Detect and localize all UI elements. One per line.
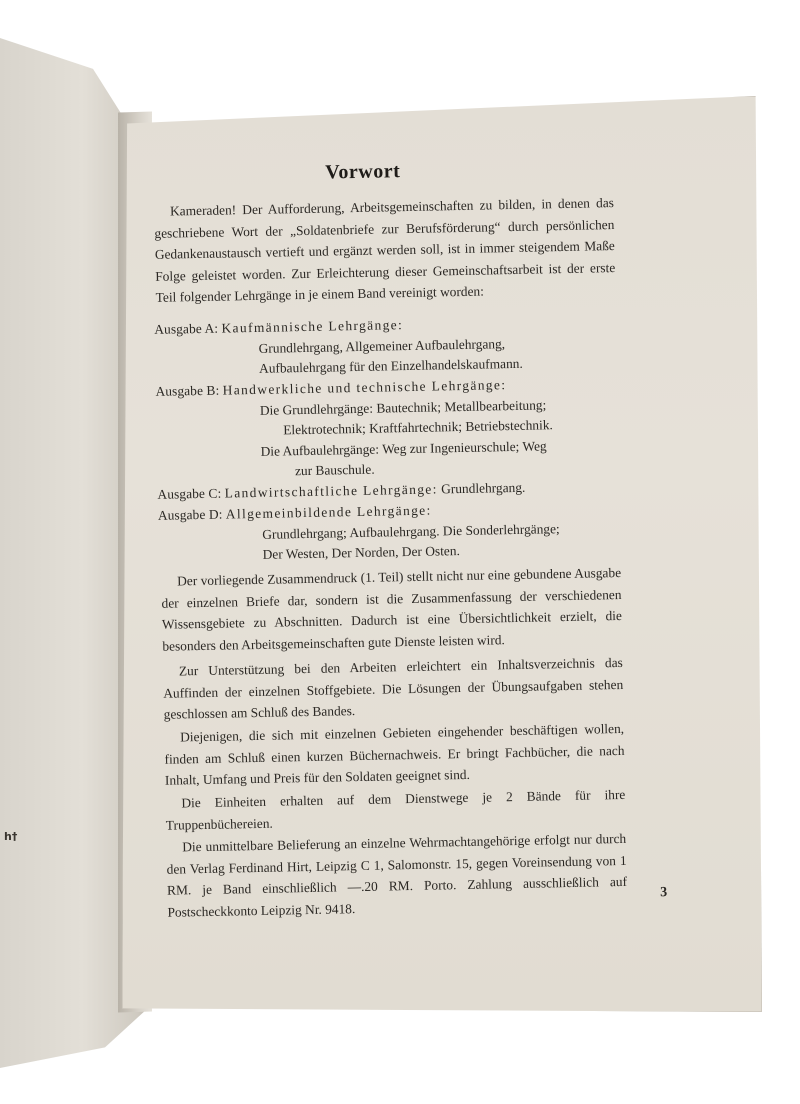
paragraph-inhaltsverzeichnis: Zur Unterstützung bei den Arbeiten erleichtert ein Inhaltsverzeichnis das Auffinden der einzelnen Stoffgebiete. Die Lösungen der Übungsaufgaben stehen geschlossen am Schluß des Bandes.	[163, 654, 624, 722]
edition-c-tail: Grundlehrgang.	[440, 479, 526, 497]
intro-paragraph: Kameraden! Der Aufforderung, Arbeitsgemeinschaften zu bilden, in denen das geschriebene Wort der „Soldatenbriefe zur Berufsförderung“ durch persönlichen Gedankenaustausch vertieft und ergänzt werden soll, ist in immer steigendem Maße Folge geleistet worden. Zur Erleichterung dieser Gemeinschaftsarbeit ist der erste Teil folgender Lehrgänge in je einem Band vereinigt worden:	[154, 195, 616, 306]
edition-d-line-1: Grundlehrgang; Aufbaulehrgang. Die Sonderlehrgänge;	[262, 521, 560, 542]
paragraph-zusammendruck: Der vorliegende Zusammendruck (1. Teil) stellt nicht nur eine gebundene Ausgabe der einzelnen Briefe dar, sondern ist die Zusammenfassung der verschiedenen Wissensgebiete zu Abschnitten. Dadurch ist eine Übersichtlichkeit erzielt, die besonders den Arbeitsgemeinschaften gute Dienste leisten wird.	[161, 564, 623, 654]
paragraph-belieferung: Die unmittelbare Belieferung an einzelne Wehrmachtangehörige erfolgt nur durch den Verlag Ferdinand Hirt, Leipzig C 1, Salomonstr. 15, gegen Voreinsendung von 1 RM. je Band einschließlich —.20 RM. Porto. Zahlung ausschließlich auf Postscheckkonto Leipzig Nr. 9418.	[166, 830, 628, 920]
edition-b-name: Handwerkliche und technische Lehrgänge:	[222, 377, 507, 398]
left-page-margin-mark: h†	[4, 830, 18, 843]
paragraph-buechernachweis: Diejenigen, die sich mit einzelnen Gebieten eingehender beschäftigen wollen, finden am Schluß einen kurzen Büchernachweis. Er bringt Fachbücher, die nach Inhalt, Umfang und Preis für den Soldaten geeignet sind.	[164, 720, 625, 788]
paragraph-einheiten: Die Einheiten erhalten auf dem Dienstwege je 2 Bände für ihre Truppenbüchereien.	[165, 786, 626, 833]
edition-c-label: Ausgabe C:	[157, 485, 222, 502]
edition-d-line-2: Der Westen, Der Norden, Der Osten.	[262, 543, 460, 562]
edition-d-name: Allgemeinbildende Lehrgänge:	[225, 502, 432, 522]
page-number: 3	[660, 885, 668, 901]
edition-b-line-2: Elektrotechnik; Kraftfahrtechnik; Betriebstechnik.	[283, 417, 553, 438]
edition-b-line-1: Die Grundlehrgänge: Bautechnik; Metallbearbeitung;	[259, 397, 547, 418]
edition-a-line-1: Grundlehrgang, Allgemeiner Aufbaulehrgang,	[258, 336, 506, 356]
edition-c-name: Landwirtschaftliche Lehrgänge:	[224, 481, 438, 501]
edition-b-label: Ausgabe B:	[155, 382, 220, 399]
edition-c-heading	[157, 478, 525, 505]
page-title: Vorwort	[325, 160, 401, 184]
edition-b-line-3: Die Aufbaulehrgänge: Weg zur Ingenieurschule; Weg	[260, 438, 547, 459]
edition-a-name: Kaufmännische Lehrgänge:	[221, 317, 404, 336]
edition-a-line-2: Aufbaulehrgang für den Einzelhandelskaufmann.	[258, 355, 523, 376]
edition-a-label: Ausgabe A:	[154, 320, 219, 337]
edition-b-line-4: zur Bauschule.	[294, 461, 375, 479]
edition-d-label: Ausgabe D:	[157, 506, 223, 523]
